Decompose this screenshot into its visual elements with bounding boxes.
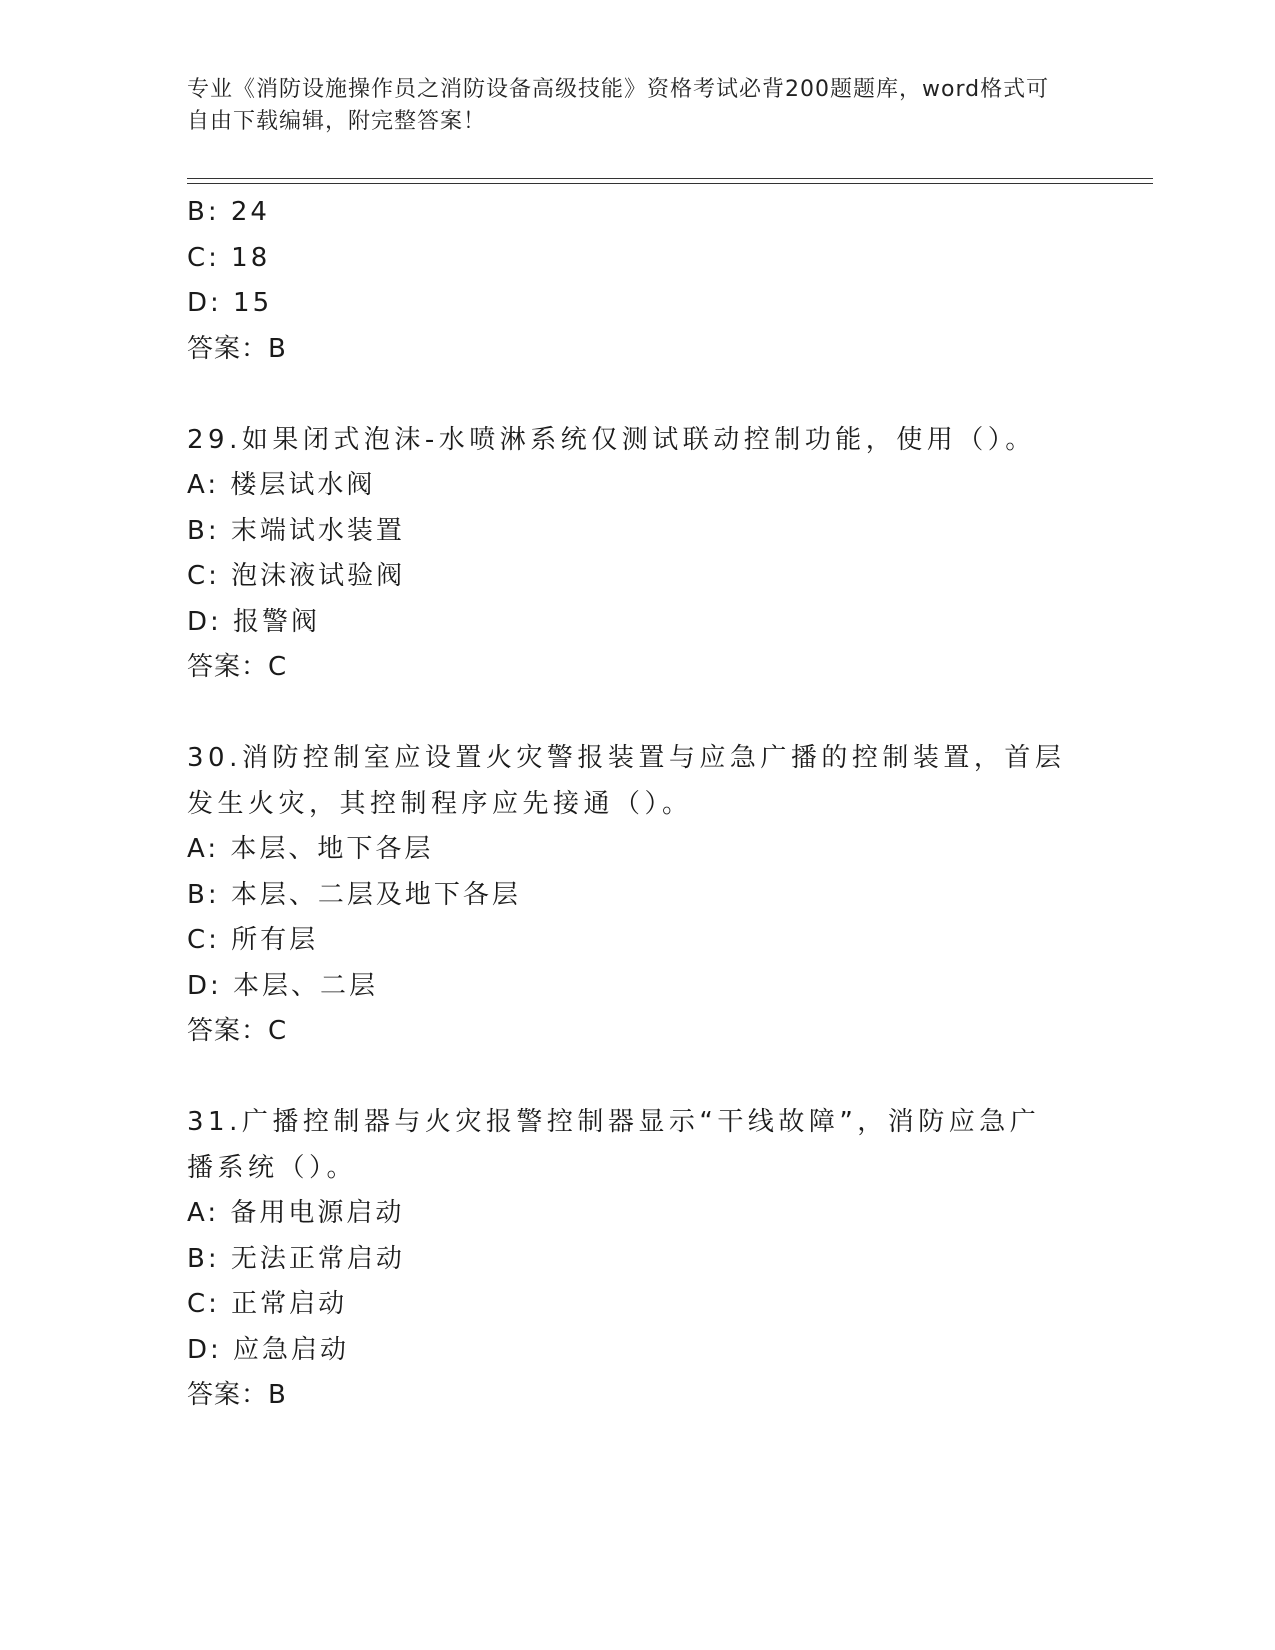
option-c: C: 正常启动: [187, 1289, 348, 1319]
option-d: D: 应急启动: [187, 1334, 350, 1365]
option-c: C: 泡沫液试验阀: [187, 561, 406, 591]
question-list: [187, 190, 1087, 1419]
question-30: [187, 736, 1087, 1055]
question-text: 31.广播控制器与火灾报警控制器显示“干线故障”，消防应急广播系统（）。: [187, 1107, 1041, 1183]
option-c: C: 所有层: [187, 925, 319, 955]
answer-line: 答案：B: [187, 1380, 287, 1410]
option-c: C: 18: [187, 242, 271, 273]
option-b: B: 末端试水装置: [187, 515, 405, 546]
document-header: 专业《消防设施操作员之消防设备高级技能》资格考试必背200题题库，word格式可自由下载编辑，附完整答案！: [187, 77, 1050, 134]
option-b: B: 24: [187, 197, 270, 227]
answer-line: 答案：C: [187, 1016, 288, 1046]
header-divider: [187, 178, 1153, 184]
option-a: A: 楼层试水阀: [187, 470, 376, 500]
question-31: [187, 1100, 1087, 1419]
question-28-fragment: [187, 190, 1087, 372]
question-text: 30.消防控制室应设置火灾警报装置与应急广播的控制装置，首层发生火灾，其控制程序应先接通（）。: [187, 743, 1066, 819]
answer-line: 答案：C: [187, 652, 288, 682]
question-29: [187, 418, 1087, 691]
option-a: A: 本层、地下各层: [187, 834, 434, 864]
option-d: D: 本层、二层: [187, 970, 379, 1001]
question-text: 29.如果闭式泡沫-水喷淋系统仅测试联动控制功能，使用（）。: [187, 424, 1036, 455]
answer-line: 答案：B: [187, 333, 287, 364]
option-b: B: 本层、二层及地下各层: [187, 879, 521, 910]
option-b: B: 无法正常启动: [187, 1243, 405, 1274]
option-a: A: 备用电源启动: [187, 1198, 405, 1228]
option-d: D: 15: [187, 288, 273, 318]
option-d: D: 报警阀: [187, 606, 321, 637]
